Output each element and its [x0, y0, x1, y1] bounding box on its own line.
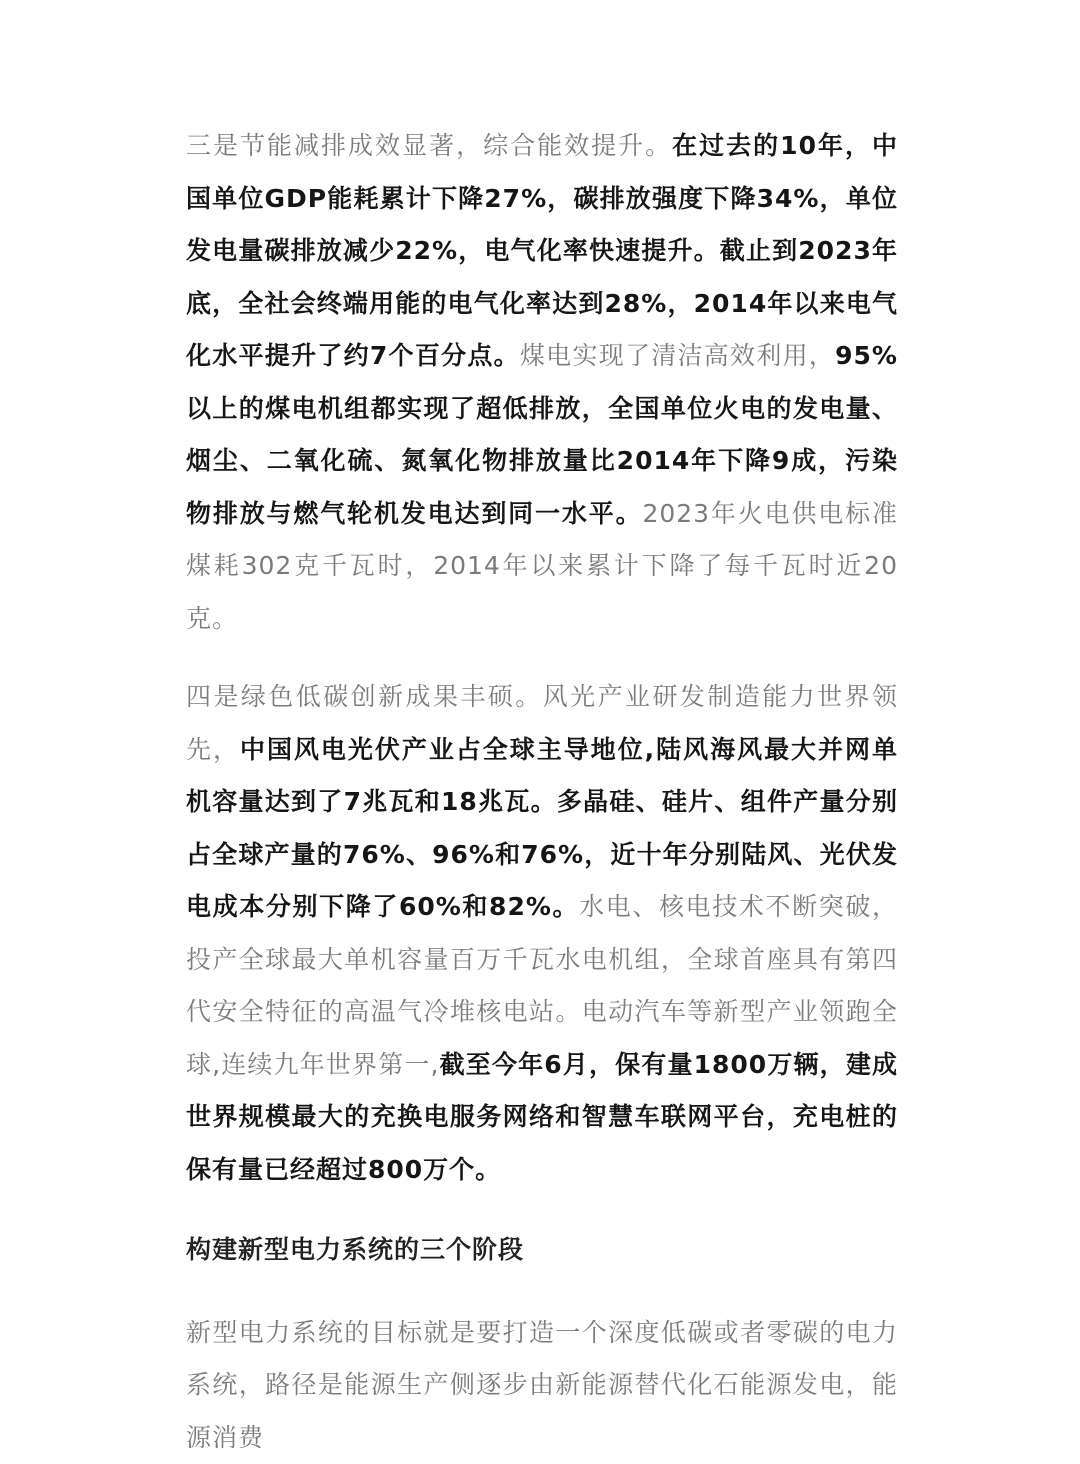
section-heading: 构建新型电力系统的三个阶段	[186, 1224, 898, 1277]
body-text: 2023年火电供电标准煤耗302克千瓦时，2014年以来累计下降了每千瓦时近20克。	[186, 499, 898, 633]
body-text: 新型电力系统的目标就是要打造一个深度低碳或者零碳的电力系统，路径是能源生产侧逐步由新能源替代化石能源发电，能源消费	[186, 1318, 898, 1452]
paragraph-new-power-system	[186, 1307, 898, 1464]
paragraph-green-innovation	[186, 671, 898, 1196]
paragraph-lead-text: 三是节能减排成效显著，综合能效提升。	[186, 131, 672, 160]
emphasized-text: 在过去的10年，中国单位GDP能耗累计下降27%，碳排放强度下降34%，单位发电量碳排放减少22%，电气化率快速提升。截止到2023年底，全社会终端用能的电气化率达到28%，2014年以来电气化水平提升了约7个百分点。	[186, 131, 898, 370]
paragraph-lead-text: 四是绿色低碳创新成果丰硕。风光产业研发制造能力世界领先，	[186, 682, 898, 764]
document-page	[186, 120, 898, 1464]
body-text: 水电、核电技术不断突破，投产全球最大单机容量百万千瓦水电机组，全球首座具有第四代安全特征的高温气冷堆核电站。电动汽车等新型产业领跑全球,连续九年世界第一,	[186, 892, 898, 1079]
emphasized-text: 截至今年6月，保有量1800万辆，建成世界规模最大的充换电服务网络和智慧车联网平台，充电桩的保有量已经超过800万个。	[186, 1050, 898, 1184]
body-text: 煤电实现了清洁高效利用，	[520, 341, 835, 370]
emphasized-text: 95%以上的煤电机组都实现了超低排放，全国单位火电的发电量、烟尘、二氧化硫、氮氧化物排放量比2014年下降9成，污染物排放与燃气轮机发电达到同一水平。	[186, 341, 898, 528]
emphasized-text: 中国风电光伏产业占全球主导地位,陆风海风最大并网单机容量达到了7兆瓦和18兆瓦。多晶硅、硅片、组件产量分别占全球产量的76%、96%和76%，近十年分别陆风、光伏发电成本分别下降了60%和82%。	[186, 735, 898, 922]
paragraph-energy-efficiency	[186, 120, 898, 645]
